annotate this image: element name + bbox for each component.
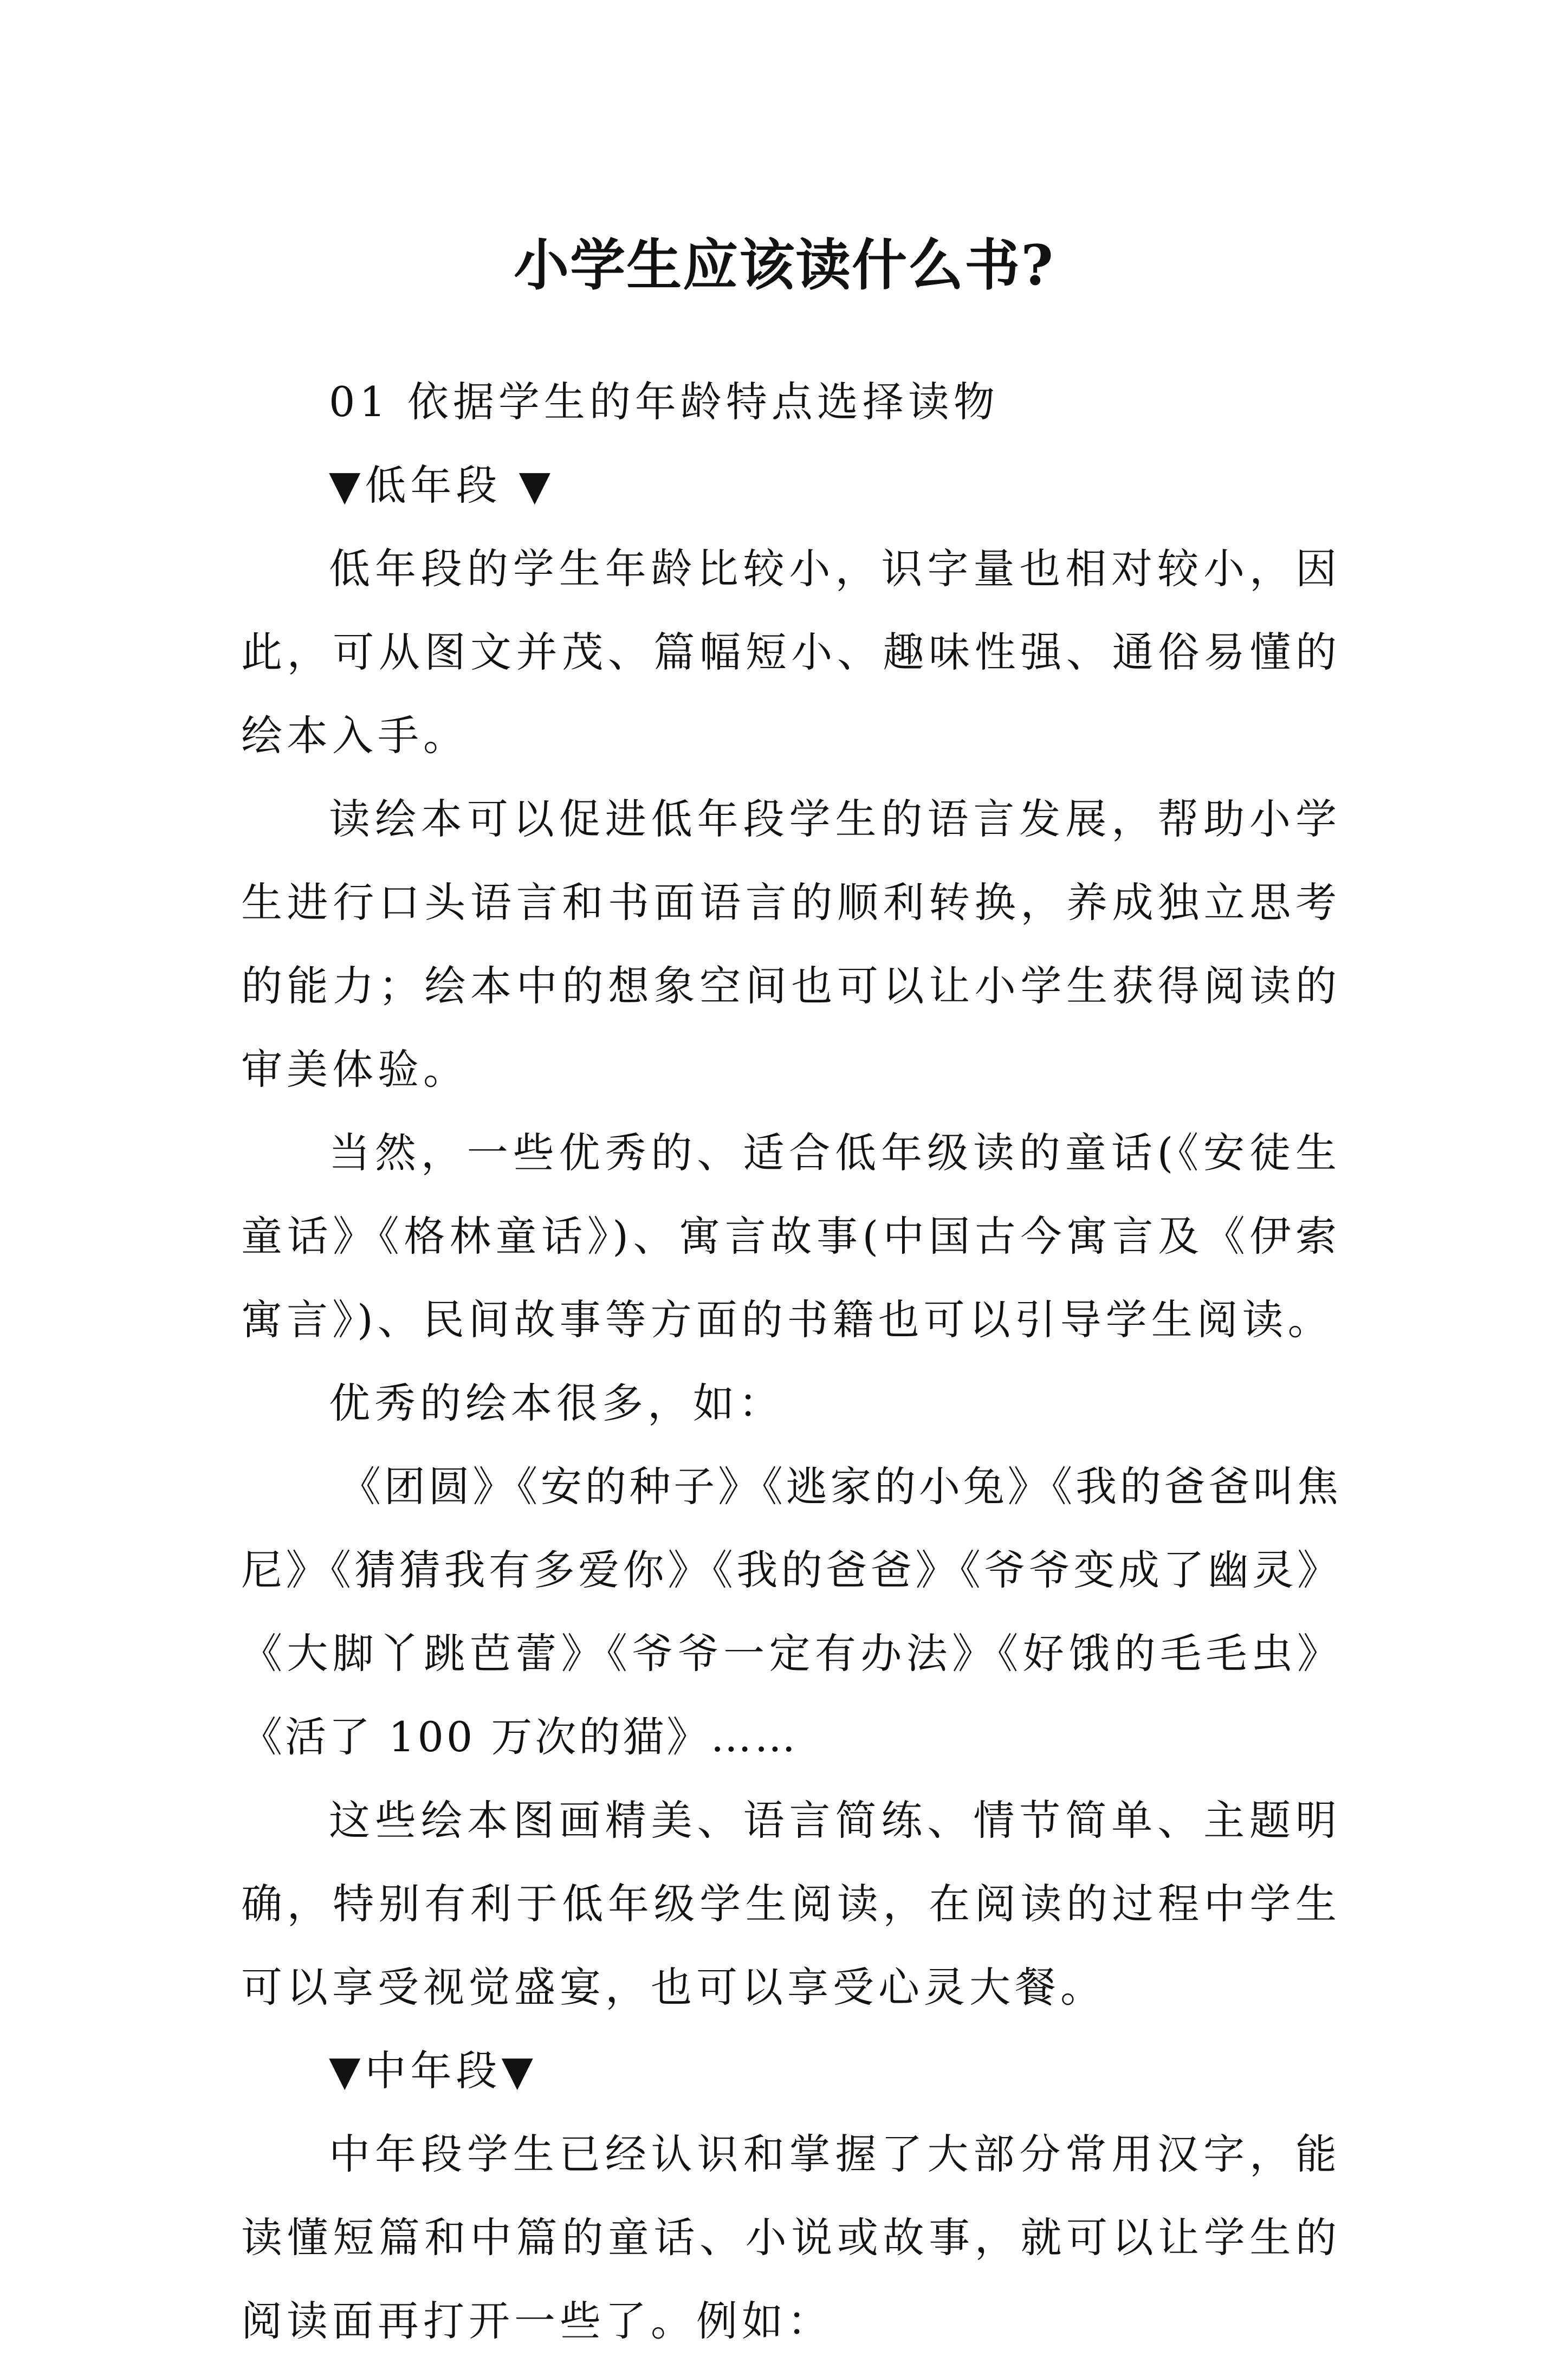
document-title: 小学生应该读什么书? [514,233,1054,299]
subheading-lower-grades: ▼低年段 ▼ [329,461,555,509]
document-body [241,360,1341,2363]
paragraph-books-summary: 这些绘本图画精美、语言简练、情节简单、主题明确，特别有利于低年级学生阅读，在阅读的过程中学生可以享受视觉盛宴，也可以享受心灵大餐。 [241,1796,1341,2011]
paragraph-lower-intro: 低年段的学生年龄比较小，识字量也相对较小，因此，可从图文并茂、篇幅短小、趣味性强、通俗易懂的绘本入手。 [241,545,1341,760]
section-heading-age: 01 依据学生的年龄特点选择读物 [329,378,999,426]
paragraph-fairy-tales: 当然，一些优秀的、适合低年级读的童话(《安徒生童话》《格林童话》)、寓言故事(中国古今寓言及《伊索寓言》)、民间故事等方面的书籍也可以引导学生阅读。 [241,1129,1341,1344]
paragraph-middle-intro: 中年段学生已经认识和掌握了大部分常用汉字，能读懂短篇和中篇的童话、小说或故事，就可以让学生的阅读面再打开一些了。例如： [241,2130,1341,2345]
paragraph-picture-books-benefit: 读绘本可以促进低年段学生的语言发展，帮助小学生进行口头语言和书面语言的顺利转换，养成独立思考的能力；绘本中的想象空间也可以让小学生获得阅读的审美体验。 [241,795,1341,1093]
paragraph-book-list: 《团圆》《安的种子》《逃家的小兔》《我的爸爸叫焦尼》《猜猜我有多爱你》《我的爸爸》《爷爷变成了幽灵》《大脚丫跳芭蕾》《爷爷一定有办法》《好饿的毛毛虫》《活了 100 万次的猫》…… [241,1462,1341,1761]
subheading-middle-grades: ▼中年段▼ [329,2047,537,2095]
paragraph-books-intro: 优秀的绘本很多，如： [329,1379,784,1427]
